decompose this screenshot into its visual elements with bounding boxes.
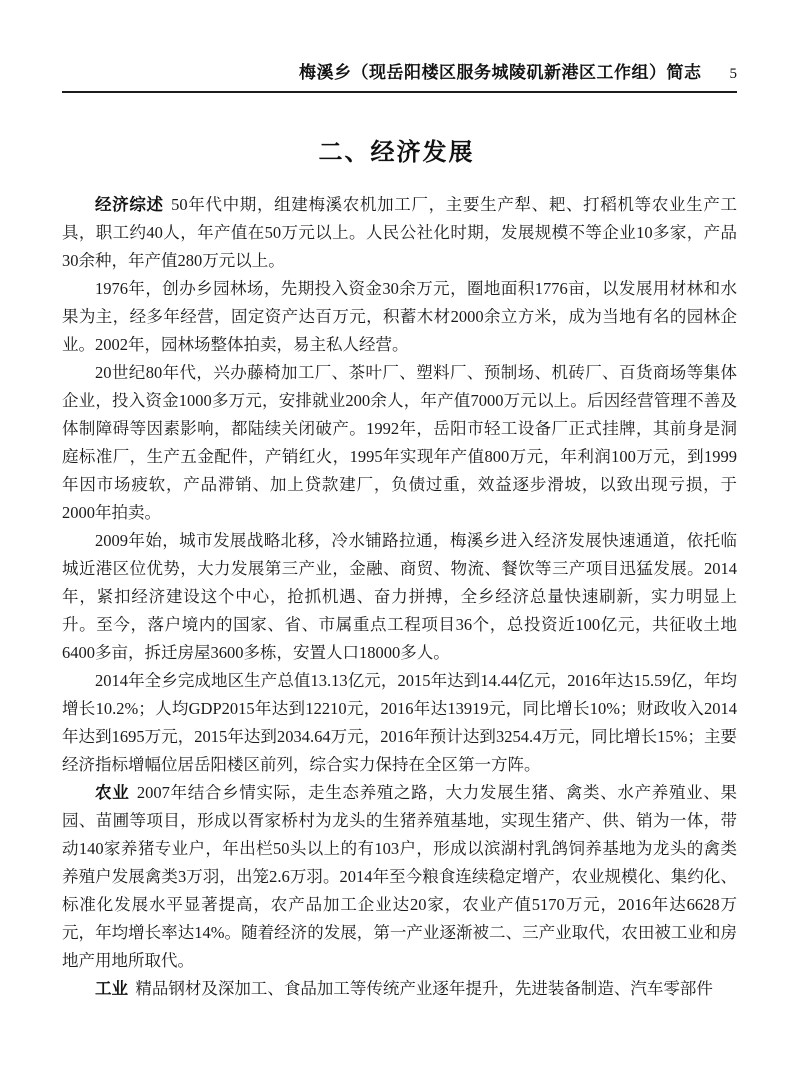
paragraph-text: 2014年全乡完成地区生产总值13.13亿元，2015年达到14.44亿元，2016年达15.59亿，年均增长10.2%；人均GDP2015年达到12210元，2016年达13919元，同比增长10%；财政收入2014年达到1695万元，2015年达到2034.64万元，2016年预计达到3254.4万元，同比增长15%；主要经济指标增幅位居岳阳楼区前列，综合实力保持在全区第一方阵。 xyxy=(62,671,737,774)
paragraph-1976-orchard xyxy=(62,275,737,359)
paragraph-text: 2007年结合乡情实际，走生态养殖之路，大力发展生猪、禽类、水产养殖业、果园、苗圃等项目，形成以胥家桥村为龙头的生猪养殖基地，实现生猪产、供、销为一体，带动140家养猪专业户，年出栏50头以上的有103户，形成以滨湖村乳鸽饲养基地为龙头的禽类养殖户发展禽类3万羽，出笼2.6万羽。2014年至今粮食连续稳定增产，农业规模化、集约化、标准化发展水平显著提高，农产品加工企业达20家，农业产值5170万元，2016年达6628万元，年均增长率达14%。随着经济的发展，第一产业逐渐被二、三产业取代，农田被工业和房地产用地所取代。 xyxy=(62,783,738,970)
paragraph-text: 2009年始，城市发展战略北移，冷水铺路拉通，梅溪乡进入经济发展快速通道，依托临城近港区位优势，大力发展第三产业，金融、商贸、物流、餐饮等三产项目迅猛发展。2014年，紧扣经济建设这个中心，抢抓机遇、奋力拼搏，全乡经济总量快速刷新，实力明显上升。至今，落户境内的国家、省、市属重点工程项目36个，总投资近100亿元，共征收土地6400多亩，拆迁房屋3600多栋，安置人口18000多人。 xyxy=(62,531,737,662)
paragraph-industry xyxy=(62,975,737,1003)
paragraph-lead-industry: 工业 xyxy=(95,980,128,998)
section-title: 二、经济发展 xyxy=(318,139,475,166)
paragraph-agriculture xyxy=(62,779,737,975)
page-number: 5 xyxy=(729,66,737,82)
paragraph-2009-development xyxy=(62,527,737,667)
paragraph-text: 1976年，创办乡园林场，先期投入资金30余万元，圈地面积1776亩，以发展用材林和水果为主，经多年经营，固定资产达百万元，积蓄木材2000余立方米，成为当地有名的园林企业。2002年，园林场整体拍卖，易主私人经营。 xyxy=(62,279,737,354)
body-text xyxy=(62,191,737,1003)
running-header xyxy=(62,58,737,93)
paragraph-gdp-statistics xyxy=(62,667,737,779)
running-title: 梅溪乡（现岳阳楼区服务城陵矶新港区工作组）简志 xyxy=(299,63,702,82)
paragraph-lead-economy-overview: 经济综述 xyxy=(95,196,164,214)
paragraph-text: 精品钢材及深加工、食品加工等传统产业逐年提升，先进装备制造、汽车零部件 xyxy=(135,979,713,998)
paragraph-economy-overview xyxy=(62,191,737,275)
paragraph-text: 50年代中期，组建梅溪农机加工厂，主要生产犁、耙、打稻机等农业生产工具，职工约40人，年产值在50万元以上。人民公社化时期，发展规模不等企业10多家，产品30余种，年产值280万元以上。 xyxy=(62,195,738,270)
paragraph-1980s-collective-enterprises xyxy=(62,359,737,527)
paragraph-text: 20世纪80年代，兴办藤椅加工厂、茶叶厂、塑料厂、预制场、机砖厂、百货商场等集体企业，投入资金1000多万元，安排就业200余人，年产值7000万元以上。后因经营管理不善及体制障碍等因素影响，都陆续关闭破产。1992年，岳阳市轻工设备厂正式挂牌，其前身是洞庭标准厂，生产五金配件，产销红火，1995年实现年产值800万元，年利润100万元，到1999年因市场疲软，产品滞销、加上贷款建厂，负债过重，效益逐步滑坡，以致出现亏损，于2000年拍卖。 xyxy=(62,363,737,522)
paragraph-lead-agriculture: 农业 xyxy=(95,784,130,802)
